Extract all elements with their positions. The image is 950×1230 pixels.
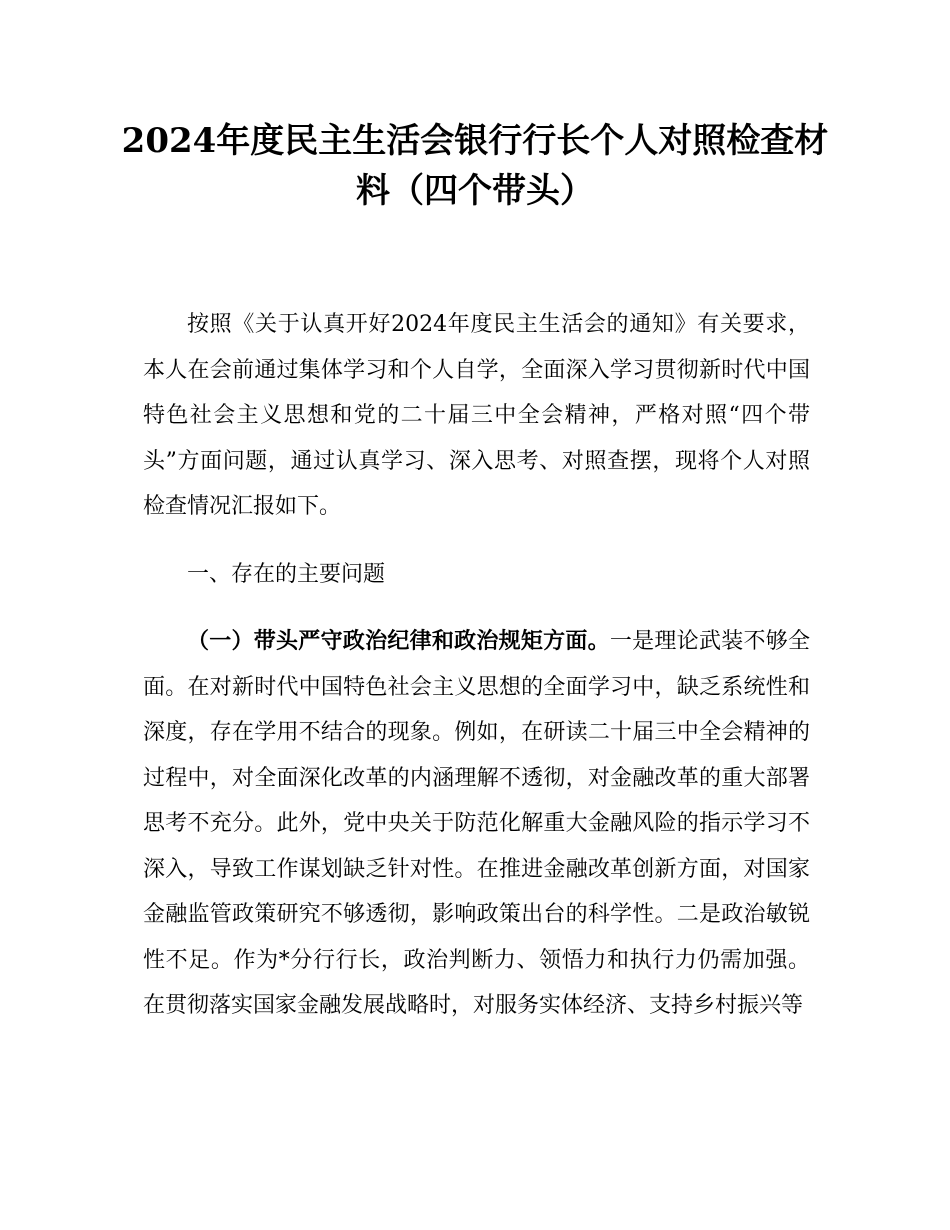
subsection-heading: （一）带头严守政治纪律和政治规矩方面。 — [187, 629, 610, 654]
document-body — [143, 302, 810, 1029]
subsection-body: 一是理论武装不够全面。在对新时代中国特色社会主义思想的全面学习中，缺乏系统性和深度，存在学用不结合的现象。例如，在研读二十届三中全会精神的过程中，对全面深化改革的内涵理解不透彻，对金融改革的重大部署思考不充分。此外，党中央关于防范化解重大金融风险的指示学习不深入，导致工作谋划缺乏针对性。在推进金融改革创新方面，对国家金融监管政策研究不够透彻，影响政策出台的科学性。二是政治敏锐性不足。作为*分行行长，政治判断力、领悟力和执行力仍需加强。在贯彻落实国家金融发展战略时，对服务实体经济、支持乡村振兴等 — [143, 629, 810, 1018]
document-title: 2024年度民主生活会银行行长个人对照检查材料（四个带头） — [121, 121, 829, 211]
section-paragraph — [143, 619, 810, 1029]
section-heading: 一、存在的主要问题 — [187, 561, 386, 587]
intro-paragraph: 按照《关于认真开好2024年度民主生活会的通知》有关要求，本人在会前通过集体学习和个人自学，全面深入学习贯彻新时代中国特色社会主义思想和党的二十届三中全会精神，严格对照“四个带头”方面问题，通过认真学习、深入思考、对照查摆，现将个人对照检查情况汇报如下。 — [143, 312, 810, 519]
